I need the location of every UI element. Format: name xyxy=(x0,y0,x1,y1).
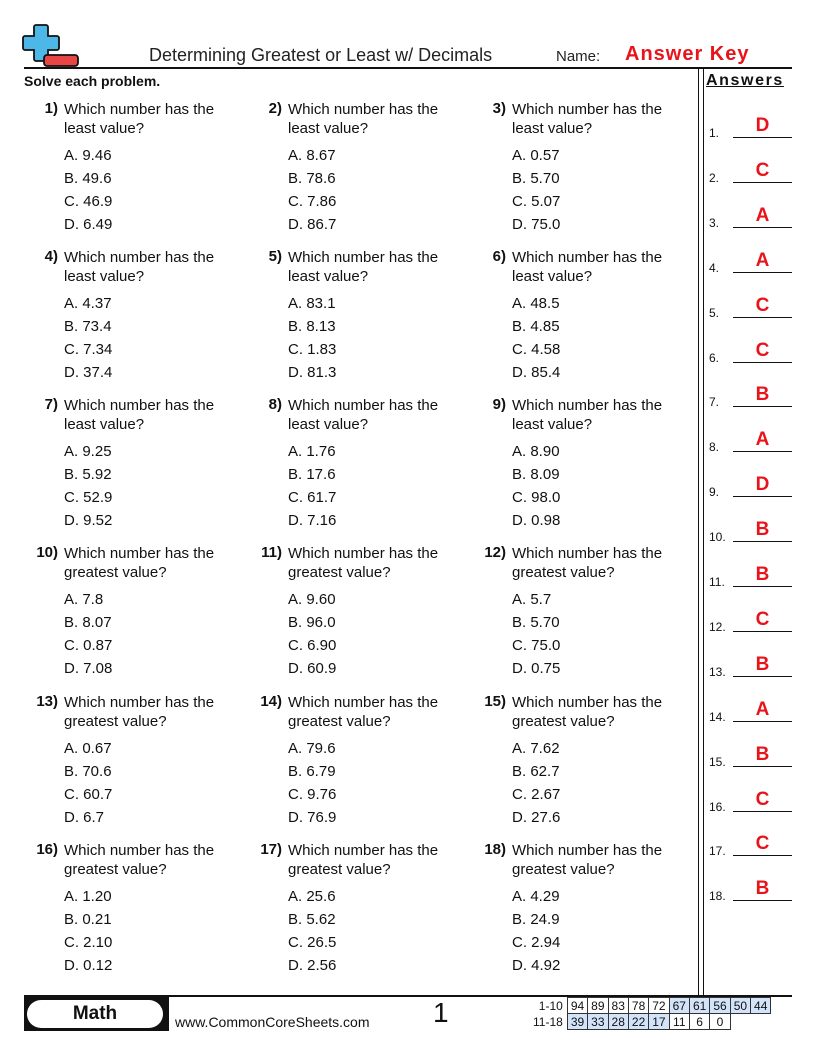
answer-choice: B. 62.7 xyxy=(512,763,560,780)
answer-letter: C xyxy=(755,608,770,630)
answer-number: 14. xyxy=(709,709,726,724)
problem-9 xyxy=(472,396,687,536)
plus-minus-icon xyxy=(22,23,80,67)
answer-row-10 xyxy=(709,514,793,544)
answer-choice: C. 98.0 xyxy=(512,489,561,506)
answer-choice: D. 9.52 xyxy=(64,512,113,529)
answer-number: 16. xyxy=(709,799,726,814)
answer-blank[interactable] xyxy=(733,182,792,183)
problem-number: 10) xyxy=(36,544,58,561)
answer-choices xyxy=(512,442,560,534)
answer-letter: B xyxy=(755,564,770,585)
problem-question: Which number has the least value? xyxy=(512,397,663,433)
score-row xyxy=(530,1014,771,1030)
header-divider xyxy=(24,67,792,69)
answer-row-16 xyxy=(709,784,793,814)
column-divider xyxy=(698,69,704,996)
score-cell: 72 xyxy=(649,998,669,1014)
answer-choices xyxy=(512,887,560,979)
problem-question: Which number has the least value? xyxy=(512,101,663,137)
answer-choice: B. 73.4 xyxy=(64,318,112,335)
answer-number: 15. xyxy=(709,754,726,769)
answer-choice: D. 0.75 xyxy=(512,660,561,677)
answer-choices xyxy=(288,146,336,238)
problem-3 xyxy=(472,100,687,240)
answer-blank[interactable] xyxy=(733,855,792,856)
answer-choice: A. 48.5 xyxy=(512,295,560,312)
problem-question: Which number has the greatest value? xyxy=(288,842,439,878)
answer-row-2 xyxy=(709,155,793,185)
answer-choice: B. 17.6 xyxy=(288,466,336,483)
answer-choice: D. 4.92 xyxy=(512,957,561,974)
answer-choice: D. 0.12 xyxy=(64,957,113,974)
answer-number: 9. xyxy=(709,485,720,500)
answer-choice: C. 6.90 xyxy=(288,637,337,654)
answer-choice: A. 25.6 xyxy=(288,888,336,905)
score-cell: 6 xyxy=(689,1014,709,1030)
score-cell: 0 xyxy=(710,1014,730,1030)
problem-1 xyxy=(24,100,239,240)
answer-choice: D. 6.49 xyxy=(64,216,113,233)
answer-row-18 xyxy=(709,873,793,903)
answer-choices xyxy=(512,590,560,682)
problem-number: 9) xyxy=(492,396,506,413)
answer-choice: C. 52.9 xyxy=(64,489,113,506)
answer-blank[interactable] xyxy=(733,676,792,677)
answer-number: 5. xyxy=(709,305,720,320)
answer-number: 8. xyxy=(709,440,720,455)
problem-number: 18) xyxy=(484,841,506,858)
score-cell: 83 xyxy=(608,998,628,1014)
answer-choices xyxy=(64,590,112,682)
answer-choice: A. 8.90 xyxy=(512,443,560,460)
answer-choice: C. 46.9 xyxy=(64,193,113,210)
score-cell: 17 xyxy=(649,1014,669,1030)
answer-choices xyxy=(512,739,560,831)
problem-7 xyxy=(24,396,239,536)
problem-16 xyxy=(24,841,239,981)
answer-choice: D. 85.4 xyxy=(512,364,561,381)
score-cell: 61 xyxy=(689,998,709,1014)
problem-question: Which number has the greatest value? xyxy=(288,545,439,581)
problem-number: 2) xyxy=(268,100,282,117)
answer-letter: A xyxy=(755,698,770,720)
answer-number: 11. xyxy=(709,575,725,589)
answer-letter: B xyxy=(755,878,770,900)
answer-row-12 xyxy=(709,604,793,634)
answer-choices xyxy=(288,442,336,534)
answer-blank[interactable] xyxy=(733,451,792,452)
answer-choice: A. 1.76 xyxy=(288,443,336,460)
answer-blank[interactable] xyxy=(733,541,792,542)
page-number: 1 xyxy=(433,997,449,1028)
answer-letter: C xyxy=(755,294,770,316)
answer-choice: B. 5.92 xyxy=(64,466,112,483)
problem-question: Which number has the least value? xyxy=(288,101,439,137)
problem-question: Which number has the least value? xyxy=(288,397,439,433)
problem-4 xyxy=(24,248,239,388)
score-cell: 22 xyxy=(628,1014,648,1030)
score-table xyxy=(530,997,771,1030)
answer-row-7 xyxy=(709,379,793,409)
answer-choice: C. 2.10 xyxy=(64,934,113,951)
name-value: Answer Key xyxy=(625,43,750,65)
answer-choice: B. 6.79 xyxy=(288,763,336,780)
answer-number: 17. xyxy=(709,844,726,859)
answer-choice: C. 9.76 xyxy=(288,786,337,803)
answer-choice: B. 96.0 xyxy=(288,614,336,631)
score-cell: 28 xyxy=(608,1014,628,1030)
problem-question: Which number has the least value? xyxy=(64,397,215,433)
answer-blank[interactable] xyxy=(733,137,792,138)
answer-choice: A. 83.1 xyxy=(288,295,336,312)
score-cell: 50 xyxy=(730,998,750,1014)
problem-question: Which number has the greatest value? xyxy=(512,545,663,581)
answer-choice: A. 9.60 xyxy=(288,591,336,608)
answer-row-6 xyxy=(709,335,793,365)
problem-number: 16) xyxy=(36,841,58,858)
problem-number: 13) xyxy=(36,693,58,710)
answer-choice: A. 9.25 xyxy=(64,443,112,460)
name-label: Name: xyxy=(556,48,601,65)
answer-choice: A. 9.46 xyxy=(64,147,112,164)
answer-choice: D. 6.7 xyxy=(64,809,105,826)
answer-choice: B. 70.6 xyxy=(64,763,112,780)
answer-blank[interactable] xyxy=(733,721,792,722)
answer-choice: A. 5.7 xyxy=(512,591,552,608)
subject-label: Math xyxy=(27,1000,163,1028)
instructions: Solve each problem. xyxy=(24,73,161,89)
answer-choice: B. 8.09 xyxy=(512,466,560,483)
answer-letter: A xyxy=(755,429,770,451)
answer-row-14 xyxy=(709,694,793,724)
answer-choice: C. 5.07 xyxy=(512,193,561,210)
problem-number: 11) xyxy=(261,544,282,561)
problem-15 xyxy=(472,693,687,833)
answer-choices xyxy=(288,739,336,831)
problem-number: 14) xyxy=(260,693,282,710)
answer-blank[interactable] xyxy=(733,272,792,273)
problem-13 xyxy=(24,693,239,833)
problem-6 xyxy=(472,248,687,388)
problem-5 xyxy=(248,248,463,388)
answer-choice: B. 8.07 xyxy=(64,614,112,631)
answer-row-4 xyxy=(709,245,793,275)
problem-number: 1) xyxy=(44,100,58,117)
answer-blank[interactable] xyxy=(733,811,792,812)
answer-choice: A. 4.29 xyxy=(512,888,560,905)
answer-choice: B. 5.70 xyxy=(512,170,560,187)
answer-choice: A. 79.6 xyxy=(288,740,336,757)
answer-choices xyxy=(512,146,560,238)
answer-choices xyxy=(64,442,112,534)
answer-letter: D xyxy=(755,474,770,496)
answer-number: 1. xyxy=(709,126,720,140)
answer-row-15 xyxy=(709,739,793,769)
answer-choice: C. 2.67 xyxy=(512,786,561,803)
answer-choice: D. 27.6 xyxy=(512,809,561,826)
score-cell-empty xyxy=(751,1014,771,1030)
problem-question: Which number has the greatest value? xyxy=(64,842,215,878)
answer-choices xyxy=(64,887,112,979)
problem-number: 7) xyxy=(44,396,58,413)
answer-choice: A. 0.57 xyxy=(512,147,560,164)
answer-letter: B xyxy=(755,519,770,541)
answer-letter: C xyxy=(755,833,770,855)
problem-question: Which number has the greatest value? xyxy=(64,694,215,730)
answer-row-13 xyxy=(709,649,793,679)
answer-letter: B xyxy=(755,384,770,406)
answer-choice: B. 8.13 xyxy=(288,318,336,335)
problem-14 xyxy=(248,693,463,833)
problem-question: Which number has the least value? xyxy=(64,249,215,285)
problem-question: Which number has the greatest value? xyxy=(64,545,215,581)
problem-number: 17) xyxy=(260,841,282,858)
answer-row-11 xyxy=(709,559,793,589)
answer-choice: D. 86.7 xyxy=(288,216,337,233)
answer-number: 18. xyxy=(709,889,726,904)
answer-choices xyxy=(512,294,560,386)
problem-18 xyxy=(472,841,687,981)
problem-11 xyxy=(248,544,463,684)
answer-choice: C. 75.0 xyxy=(512,637,561,654)
answer-choices xyxy=(64,739,112,831)
problem-question: Which number has the least value? xyxy=(64,101,215,137)
answer-choice: D. 7.08 xyxy=(64,660,113,677)
score-cell: 44 xyxy=(751,998,771,1014)
score-cell: 94 xyxy=(567,998,587,1014)
answer-choices xyxy=(64,146,112,238)
answer-choice: B. 24.9 xyxy=(512,911,560,928)
answer-number: 2. xyxy=(709,170,720,185)
answer-choice: D. 37.4 xyxy=(64,364,113,381)
answer-choice: C. 26.5 xyxy=(288,934,337,951)
score-cell: 56 xyxy=(710,998,730,1014)
answer-number: 3. xyxy=(709,215,720,230)
website-link[interactable]: www.CommonCoreSheets.com xyxy=(175,1014,370,1030)
answer-number: 13. xyxy=(709,664,726,679)
answer-letter: A xyxy=(755,249,770,271)
answer-letter: C xyxy=(755,788,770,810)
answer-choice: D. 2.56 xyxy=(288,957,337,974)
answer-row-5 xyxy=(709,290,793,320)
answer-choice: B. 5.62 xyxy=(288,911,336,928)
problem-question: Which number has the greatest value? xyxy=(512,842,663,878)
answer-choices xyxy=(288,887,336,979)
answer-choice: A. 7.8 xyxy=(64,591,104,608)
answer-choice: A. 4.37 xyxy=(64,295,112,312)
answer-blank[interactable] xyxy=(733,766,792,767)
problem-number: 4) xyxy=(44,248,58,265)
answer-choice: D. 81.3 xyxy=(288,364,337,381)
problem-12 xyxy=(472,544,687,684)
score-cell-empty xyxy=(730,1014,750,1030)
problem-question: Which number has the greatest value? xyxy=(512,694,663,730)
answer-blank[interactable] xyxy=(733,227,792,228)
answer-choice: D. 75.0 xyxy=(512,216,561,233)
answer-row-17 xyxy=(709,828,793,858)
problem-2 xyxy=(248,100,463,240)
answer-choice: A. 7.62 xyxy=(512,740,560,757)
answer-letter: B xyxy=(755,653,770,675)
answer-choice: B. 5.70 xyxy=(512,614,560,631)
answer-choice: B. 4.85 xyxy=(512,318,560,335)
problem-8 xyxy=(248,396,463,536)
answer-blank[interactable] xyxy=(733,406,792,407)
answer-choice: C. 1.83 xyxy=(288,341,337,358)
answer-choices xyxy=(288,590,336,682)
score-row xyxy=(530,998,771,1014)
answer-letter: D xyxy=(755,115,770,136)
answer-blank[interactable] xyxy=(733,900,792,901)
answer-choice: A. 0.67 xyxy=(64,740,112,757)
problem-question: Which number has the least value? xyxy=(288,249,439,285)
answer-blank[interactable] xyxy=(733,586,792,587)
problem-question: Which number has the greatest value? xyxy=(288,694,439,730)
problem-number: 3) xyxy=(492,100,506,117)
answer-row-9 xyxy=(709,469,793,499)
problem-10 xyxy=(24,544,239,684)
answer-number: 6. xyxy=(709,350,720,365)
answer-choice: C. 2.94 xyxy=(512,934,561,951)
answer-blank[interactable] xyxy=(733,631,792,632)
answer-choice: C. 7.86 xyxy=(288,193,337,210)
answer-choice: A. 1.20 xyxy=(64,888,112,905)
problem-question: Which number has the least value? xyxy=(512,249,663,285)
answer-letter: A xyxy=(755,204,770,226)
answer-row-1 xyxy=(709,110,793,140)
answer-letter: B xyxy=(755,743,770,765)
answer-choice: C. 60.7 xyxy=(64,786,113,803)
answer-choice: B. 0.21 xyxy=(64,911,112,928)
answer-choice: A. 8.67 xyxy=(288,147,336,164)
answer-choice: D. 60.9 xyxy=(288,660,337,677)
answer-number: 10. xyxy=(709,530,726,545)
score-cell: 11 xyxy=(669,1014,689,1030)
worksheet-title: Determining Greatest or Least w/ Decimals xyxy=(149,45,493,65)
score-cell: 89 xyxy=(588,998,608,1014)
score-cell: 67 xyxy=(669,998,689,1014)
answer-number: 12. xyxy=(709,619,726,634)
score-cell: 78 xyxy=(628,998,648,1014)
answer-choice: C. 0.87 xyxy=(64,637,113,654)
score-range-label: 1-10 xyxy=(538,998,563,1013)
subject-badge xyxy=(24,997,169,1031)
answer-row-3 xyxy=(709,200,793,230)
answer-letter: C xyxy=(755,339,770,361)
score-range-label: 11-18 xyxy=(533,1014,563,1029)
answer-number: 7. xyxy=(709,395,720,410)
problem-number: 6) xyxy=(492,248,506,265)
answer-choices xyxy=(288,294,336,386)
answer-choice: D. 0.98 xyxy=(512,512,561,529)
problem-number: 15) xyxy=(484,693,506,710)
answer-letter: C xyxy=(755,159,770,181)
answer-blank[interactable] xyxy=(733,317,792,318)
answer-row-8 xyxy=(709,424,793,454)
problem-number: 8) xyxy=(268,396,282,413)
answers-heading: Answers xyxy=(706,72,784,89)
problem-number: 5) xyxy=(268,248,282,265)
problem-number: 12) xyxy=(484,544,506,561)
answer-choice: C. 61.7 xyxy=(288,489,337,506)
answer-choice: C. 7.34 xyxy=(64,341,113,358)
answer-number: 4. xyxy=(709,260,720,275)
answer-choice: C. 4.58 xyxy=(512,341,561,358)
answer-choices xyxy=(64,294,112,386)
answer-choice: B. 78.6 xyxy=(288,170,336,187)
answer-choice: D. 7.16 xyxy=(288,512,337,529)
score-cell: 39 xyxy=(567,1014,587,1030)
answer-blank[interactable] xyxy=(733,496,792,497)
answer-choice: D. 76.9 xyxy=(288,809,337,826)
problem-17 xyxy=(248,841,463,981)
answer-blank[interactable] xyxy=(733,362,792,363)
score-cell: 33 xyxy=(588,1014,608,1030)
answer-choice: B. 49.6 xyxy=(64,170,112,187)
